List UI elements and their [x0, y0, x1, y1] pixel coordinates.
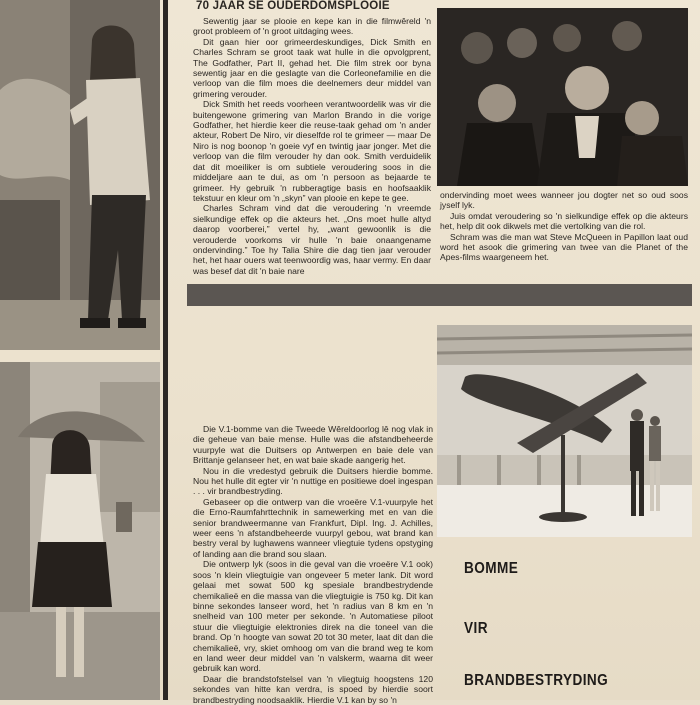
- article1-para-2: Dit gaan hier oor grimeerdeskundiges, Dick Smith en Charles Schram se groot taak wat hulle in die opvolgprent, The Godfather, Part II, gehad het. Die film strek oor byna sewentig jaar en die geslagte van die Corleonefamilie en die verloop van die film moes die deelnemers deur middel van grimering verouder.: [193, 36, 431, 99]
- article1-cont-3: Schram was die man wat Steve McQueen in Papillon laat oud word het asook die grimering van twee van die Planet of the Apes-films waargeneem het.: [440, 231, 688, 263]
- article-headline: 70 JAAR SE OUDERDOMSPLOOIE: [196, 0, 390, 12]
- photo-godfather-scene: [437, 8, 688, 186]
- article1-cont-1: ondervinding moet wees wanneer jou dogter net so oud soos jyself lyk.: [440, 190, 688, 211]
- photo-young-actor-leaning: [0, 0, 160, 350]
- article1-para-4: Charles Schram vind dat die veroudering 'n vreemde sielkundige effek op die akteurs het. „Ons moet hulle altyd daarop voorberei,” vertel hy, „want gewoonlik is die verouderde voorkoms vir hulle 'n baie onaangename ondervinding.” Toe hy Talia Shire die dag tien jaar verouder het, het haar ouers wat teenwoordig was, haar vermy. En daar was besef dat dit 'n baie nare: [193, 203, 431, 276]
- photo-woman-umbrella: [0, 362, 160, 700]
- article2-para-3: Gebaseer op die ontwerp van die vroeëre V.1-vuurpyle het die Erno-Raumfahrttechnik in samewerking met en van die senior brandweermanne van Frankfurt, Dipl. Ing. J. Achilles, weer eens 'n afstandbeheerde vuurpyl gebou, wat brand kan bestry veral by lughawens wanneer vliegtuie tydens opstyging of landing aan die brand sou slaan.: [193, 496, 433, 559]
- article2-para-2: Nou in die vredestyd gebruik die Duitsers hierdie bomme. Nou het hulle dit egter vir 'n nuttige en positiewe doel ingespan . . . vir brandbestryding.: [193, 465, 433, 497]
- section-divider-band: [187, 284, 692, 306]
- article2-para-5: Daar die brandstofstelsel van 'n vliegtuig hoogstens 120 sekondes van hitte kan verdra, is spoed by hierdie soort brandbestryding noodsaaklik. Hierdie V.1 kan by so 'n: [193, 673, 433, 705]
- article2-body: [193, 424, 433, 705]
- article2-para-4: Die ontwerp lyk (soos in die geval van die vroeëre V.1 ook) soos 'n klein vliegtuigie van ongeveer 5 meter lank. Dit word gelaai met sowat 500 kg spesiale brandbestrydende chemikalieë en die massa van die vliegtuigie is 750 kg. Dit kan binne sekondes lanseer word, het 'n radius van 8 km en 'n snelheid van 100 meter per sekonde. 'n Automatiese piloot stuur die vliegtuigie elektronies direk na die toneel van die brand. Op 'n hoogte van sowat 20 tot 30 meter, laat dit dan die chemikalieë, vry, skiet omhoog om van die brand weg te kom en land weer deur middel van 'n valskerm, waarna dit weer gebruik kan word.: [193, 559, 433, 674]
- article2-title-line-3: BRANDBESTRYDING: [464, 672, 609, 689]
- article1-para-1: Sewentig jaar se plooie en kepe kan in die filmwêreld 'n groot probleem of 'n groot uitdaging wees.: [193, 16, 431, 37]
- photo-firefighting-drone: [437, 325, 692, 537]
- article2-para-1: Die V.1-bomme van die Tweede Wêreldoorlog lê nog vlak in die geheue van baie mense. Hulle was die afstandbeheerde vuurpyle wat die Duitsers op Antwerpen en baie dele van Brittanje gelanseer het, en wat baie skade aangerig het.: [193, 424, 433, 466]
- column-rule: [163, 0, 168, 700]
- article1-cont-2: Juis omdat veroudering so 'n sielkundige effek op die akteurs het, help dit ook dikwels met die vertolking van die rol.: [440, 210, 688, 232]
- article2-title-line-2: VIR: [464, 620, 488, 637]
- article1-body: [193, 16, 431, 276]
- article2-title-line-1: BOMME: [464, 560, 519, 577]
- article1-continued: [440, 190, 688, 263]
- article1-para-3: Dick Smith het reeds voorheen verantwoordelik was vir die buitengewone grimering van Marlon Brando in die vorige Godfather, het hierdie keer die reuse-taak gehad om 'n ander akteur, Robert De Niro, vir dieselfde rol te grimeer — maar De Niro is nog boonop 'n goeie vyf en twintig jaar jonger. Met die verloop van die film verouder hy dan ook. Smith verduidelik dat dit moeiliker is om subtiele veroudering soos in die middeljare aan te dui, as om 'n persoon as bejaarde te grimeer. Hy gebruik 'n rubberagtige basis en hoofsaaklik tekstuur en kleur om 'n „skyn” van plooie en kepe te gee.: [193, 99, 431, 203]
